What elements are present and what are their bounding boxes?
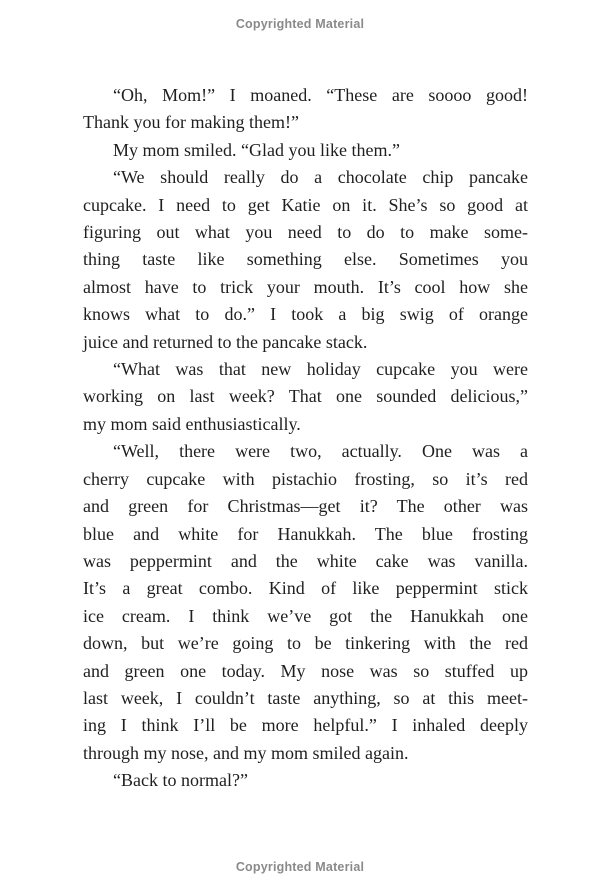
text-line: working on last week? That one sounded delicious,” bbox=[83, 386, 528, 407]
text-line: “What was that new holiday cupcake you were bbox=[113, 359, 528, 380]
text-line: knows what to do.” I took a big swig of orange bbox=[83, 304, 528, 325]
paragraph bbox=[83, 356, 528, 438]
text-line: “Oh, Mom!” I moaned. “These are soooo good! bbox=[113, 85, 528, 105]
text-line: last week, I couldn’t taste anything, so at this meet- bbox=[83, 687, 528, 708]
text-line: blue and white for Hanukkah. The blue frosting bbox=[83, 523, 528, 544]
text-line: my mom said enthusiastically. bbox=[83, 413, 301, 434]
text-line: figuring out what you need to do to make some- bbox=[83, 222, 528, 243]
paragraph bbox=[83, 767, 528, 794]
text-line: down, but we’re going to be tinkering with the red bbox=[83, 633, 528, 654]
text-line: juice and returned to the pancake stack. bbox=[83, 331, 368, 352]
body-text-block bbox=[83, 82, 528, 795]
paragraph bbox=[83, 82, 528, 137]
copyright-notice-top: Copyrighted Material bbox=[235, 17, 365, 31]
text-line: Thank you for making them!” bbox=[83, 112, 299, 133]
paragraph bbox=[83, 438, 528, 767]
text-line: almost have to trick your mouth. It’s cool how she bbox=[83, 276, 528, 297]
text-line: and green one today. My nose was so stuffed up bbox=[83, 660, 528, 681]
text-line: and green for Christmas—get it? The other was bbox=[83, 496, 528, 517]
text-line: cherry cupcake with pistachio frosting, so it’s red bbox=[83, 468, 528, 489]
copyright-notice-bottom: Copyrighted Material bbox=[235, 860, 365, 874]
text-line: thing taste like something else. Sometimes you bbox=[83, 249, 528, 270]
text-line: “Well, there were two, actually. One was a bbox=[113, 441, 528, 462]
text-line: was peppermint and the white cake was vanilla. bbox=[83, 550, 528, 571]
text-line: “We should really do a chocolate chip pancake bbox=[113, 167, 528, 188]
text-line: cupcake. I need to get Katie on it. She’s so good at bbox=[83, 194, 528, 215]
text-line: ice cream. I think we’ve got the Hanukkah one bbox=[83, 605, 528, 626]
text-line: through my nose, and my mom smiled again. bbox=[83, 742, 409, 763]
text-line: My mom smiled. “Glad you like them.” bbox=[113, 139, 400, 160]
text-line: It’s a great combo. Kind of like peppermint stick bbox=[83, 578, 528, 599]
text-line: ing I think I’ll be more helpful.” I inhaled deeply bbox=[83, 715, 528, 736]
paragraph bbox=[83, 137, 528, 164]
text-line: “Back to normal?” bbox=[113, 770, 248, 791]
paragraph bbox=[83, 164, 528, 356]
